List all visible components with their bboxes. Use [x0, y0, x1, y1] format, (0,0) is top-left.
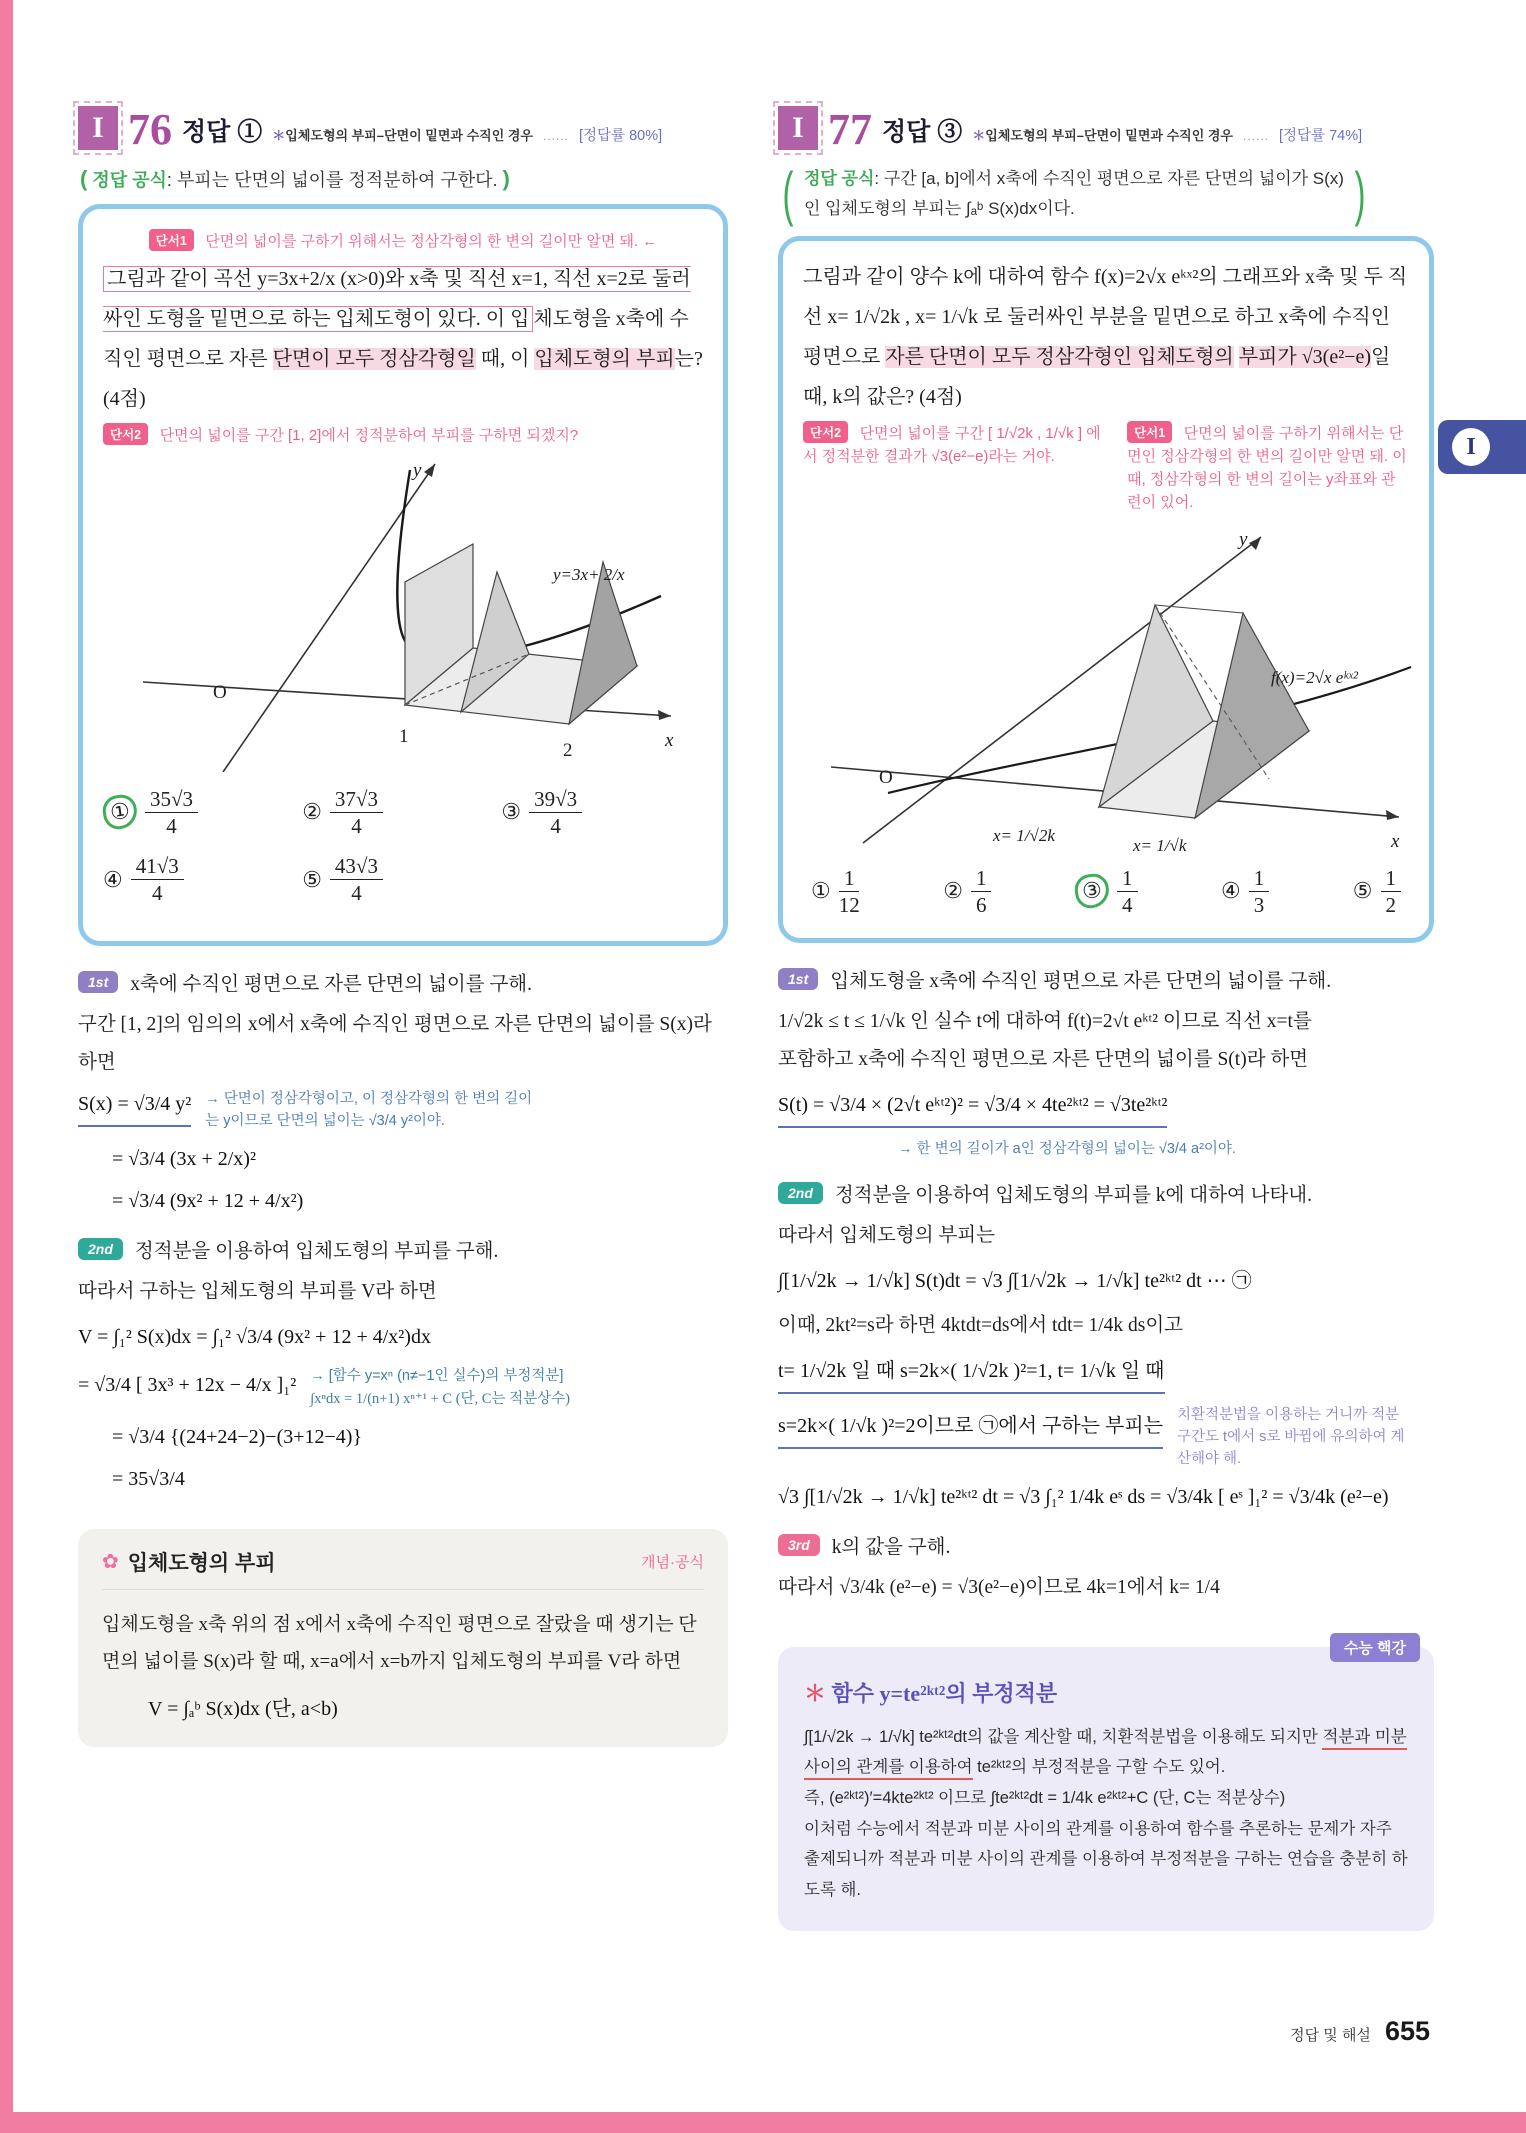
dots-leader: ......: [1243, 129, 1270, 143]
unit-badge-I: I: [78, 106, 118, 150]
problem-76-text: [103, 259, 703, 419]
equation-row: [78, 1082, 728, 1133]
equation-result: = 35√3/4: [112, 1467, 185, 1490]
solid-right-triangle: [569, 562, 637, 724]
footer-label: 정답 및 해설: [1290, 2027, 1371, 2044]
clue1-badge: 단서1: [149, 229, 194, 251]
body-underline-2: 사이의 관계를 이용하여: [804, 1758, 973, 1780]
page-edge-left-strip: [0, 0, 13, 2133]
fraction-denominator: 4: [550, 813, 561, 838]
concept-title: 입체도형의 부피: [127, 1551, 276, 1575]
formula-line-1: [804, 164, 1344, 194]
problem-highlight-1: 자른 단면이 모두 정삼각형인 입체도형의: [885, 345, 1234, 368]
clue2-badge: 단서2: [803, 421, 848, 443]
fraction-denominator: 3: [1253, 892, 1265, 917]
answer-rate: [정답률 74%]: [1279, 128, 1363, 144]
suneung-haekgang-section: [778, 1639, 1434, 1931]
fraction-denominator: 4: [351, 881, 362, 906]
line2-label: x= 1/√k: [1133, 835, 1187, 851]
solution-result: 따라서 √3/4k (e²−e) = √3(e²−e)이므로 4k=1에서 k= 1/4: [778, 1576, 1220, 1598]
curve-equation-label: y=3x+ 2/x: [553, 564, 625, 584]
problem-segment: 일 때, k의 값은? (4점): [803, 345, 1391, 408]
solution-paragraph: 포함하고 x축에 수직인 평면으로 자른 단면의 넓이를 S(t)라 하면: [778, 1049, 1309, 1071]
fraction-numerator: 1: [1117, 865, 1138, 892]
problem-76-column: [78, 106, 728, 1747]
solution-paragraph: 따라서 입체도형의 부피는: [778, 1224, 995, 1246]
page-number: 655: [1384, 2016, 1430, 2046]
problem-number: 77: [828, 105, 872, 155]
choice-label: ④: [1221, 878, 1241, 904]
formula-line-2: 인 입체도형의 부피는 ∫ₐᵇ S(x)dx이다.: [803, 198, 1075, 218]
star-icon: ＊: [804, 1680, 832, 1706]
fraction-numerator: 39√3: [529, 786, 582, 813]
clue2-text: 단면의 넓이를 구간 [ 1/√2k , 1/√k ] 에서 정적분한 결과가 √3(e²−e)라는 거야.: [803, 424, 1101, 465]
step3-title: k의 값을 구해.: [831, 1536, 951, 1558]
solution-step-1: [778, 965, 1434, 993]
choice-5: [1353, 865, 1401, 919]
tick-2-label: 2: [563, 739, 573, 761]
figure-76-solid-of-revolutionless-cross-sections: [105, 454, 701, 772]
y-axis-label: y: [1239, 528, 1248, 550]
close-paren: ): [502, 166, 510, 191]
clue-annotations-row: [803, 421, 1409, 515]
topic-label: [972, 125, 1233, 150]
clue2-line: [103, 423, 703, 447]
fraction-numerator: 1: [839, 865, 860, 892]
clue2-badge: 단서2: [103, 423, 148, 445]
choice-label: ③: [501, 799, 522, 825]
solution-77: [778, 965, 1434, 1607]
choice-value: [330, 853, 383, 907]
x-axis-label: x: [1391, 830, 1400, 851]
problem-77-text: [803, 257, 1409, 417]
choice-3: [1075, 865, 1138, 919]
page-edge-bottom-strip: [0, 2112, 1526, 2133]
problem-77-box: [778, 236, 1434, 944]
fraction-numerator: 1: [971, 865, 992, 892]
answer-label: 정답 ③: [882, 118, 963, 146]
problem-highlight-2: 부피가 √3(e²−e): [1238, 345, 1372, 368]
equation-expand-1: = √3/4 (3x + 2/x)²: [112, 1147, 256, 1170]
line1-label: x= 1/√2k: [993, 825, 1055, 845]
fraction-denominator: 4: [351, 813, 362, 838]
haekgang-body-3: 이처럼 수능에서 적분과 미분 사이의 관계를 이용하여 함수를 추론하는 문제가 자주 출제되니까 적분과 미분 사이의 관계를 이용하여 부정적분을 구하는 연습을 충분히 하도록 해.: [804, 1819, 1408, 1899]
suneung-haekgang-box: [778, 1639, 1434, 1931]
equation-text: S(x) = √3/4 y²: [78, 1088, 191, 1127]
choice-label: ①: [108, 798, 132, 826]
topic-text: 입체도형의 부피–단면이 밑면과 수직인 경우: [985, 128, 1233, 143]
step1-title: 입체도형을 x축에 수직인 평면으로 자른 단면의 넓이를 구해.: [830, 971, 1332, 992]
problem-segment: 는? (4점): [103, 348, 703, 411]
x-axis-arrow: [1386, 810, 1399, 820]
step1-badge: 1st: [78, 971, 118, 993]
concept-header: [102, 1547, 704, 1590]
equation-volume-integral: V = ∫₁² S(x)dx = ∫₁² √3/4 (9x² + 12 + 4/x²)dx: [78, 1325, 431, 1348]
choice-label: ⑤: [302, 866, 322, 892]
body-segment: te²ᵏᵗ²의 부정적분을 구할 수도 있어.: [972, 1758, 1226, 1777]
equation-antiderivative: = √3/4 [ 3x³ + 12x − 4/x ]₁²: [78, 1373, 297, 1396]
solution-76: [78, 968, 728, 1495]
equation-evaluate: = √3/4 {(24+24−2)−(3+12−4)}: [112, 1425, 363, 1448]
choice-label: ①: [811, 878, 831, 904]
equation-row: [778, 1404, 1434, 1471]
x-axis-arrow: [658, 710, 671, 720]
annotation-power-rule: [310, 1365, 570, 1411]
formula-text: 부피는 단면의 넓이를 정적분하여 구한다.: [176, 170, 498, 190]
equation-sx: [78, 1088, 191, 1127]
choice-value: [839, 865, 860, 919]
answer-choices-76: [103, 786, 703, 921]
open-bracket: (: [782, 159, 794, 227]
clue2-text: 단면의 넓이를 구간 [1, 2]에서 정적분하여 부피를 구하면 되겠지?: [159, 427, 579, 445]
clue1-badge: 단서1: [1127, 421, 1172, 443]
choice-value: [971, 865, 992, 919]
choice-2: [302, 786, 501, 840]
problem-segment: 때, 이: [475, 348, 535, 371]
step2-title: 정적분을 이용하여 입체도형의 부피를 구해.: [134, 1240, 499, 1262]
curve-equation-label: f(x)=2√x eᵏˣ²: [1271, 667, 1358, 687]
choice-4: [103, 853, 302, 907]
solid-right-triangle: [1195, 613, 1309, 818]
selected-answer-ring: [101, 793, 139, 831]
concept-tag: 개념·공식: [641, 1554, 704, 1572]
fraction-denominator: 2: [1385, 892, 1396, 917]
answer-rate: [정답률 80%]: [579, 128, 663, 144]
equation-row: [78, 1363, 728, 1411]
topic-text: 입체도형의 부피–단면이 밑면과 수직인 경우: [285, 128, 533, 143]
page-footer: [1290, 2016, 1430, 2047]
equation-expand-2: = √3/4 (9x² + 12 + 4/x²): [112, 1189, 304, 1212]
choice-value: [145, 786, 198, 840]
close-bracket: ): [1354, 159, 1366, 227]
choice-label: ②: [943, 878, 963, 904]
fraction-numerator: 35√3: [145, 786, 198, 813]
step1-title: x축에 수직인 평면으로 자른 단면의 넓이를 구해.: [130, 973, 533, 995]
solution-step-2: [778, 1179, 1434, 1207]
problem-segment: 체도형을 x축에 수직인 평면으로 자른: [103, 308, 689, 371]
choice-1: [103, 786, 302, 840]
choice-4: [1221, 865, 1269, 919]
choice-value: [1117, 865, 1138, 919]
fraction-numerator: 37√3: [330, 786, 383, 813]
star-icon: ＊: [272, 128, 286, 143]
annotation-triangle-area: → 한 변의 길이가 a인 정삼각형의 넓이는 √3/4 a²이야.: [898, 1141, 1236, 1158]
solution-step-2: [78, 1235, 728, 1263]
figure-77-solid-with-triangle-sections: [803, 521, 1423, 851]
formula-body: [804, 164, 1344, 224]
clue1-block: [1127, 421, 1409, 515]
fraction-denominator: 12: [838, 892, 860, 917]
equation-text: S(t) = √3/4 × (2√t eᵏᵗ²)² = √3/4 × 4te²ᵏᵗ² = √3te²ᵏᵗ²: [778, 1089, 1167, 1128]
step3-badge: 3rd: [778, 1534, 820, 1556]
y-axis-arrow: [1249, 537, 1261, 550]
y-axis-label: y: [413, 459, 422, 481]
haekgang-body-1: [804, 1722, 1408, 1783]
choice-label: ④: [103, 866, 123, 892]
fraction-denominator: 4: [1122, 892, 1133, 917]
body-segment: ∫[1/√2k → 1/√k] te²ᵏᵗ²dt의 값을 계산할 때, 치환적분법을 이용해도 되지만: [804, 1727, 1323, 1746]
clue1-line: [103, 229, 703, 253]
choice-label: ⑤: [1352, 878, 1373, 904]
choice-value: [330, 786, 383, 840]
fraction-denominator: 4: [152, 881, 163, 906]
concept-body: 입체도형을 x축 위의 점 x에서 x축에 수직인 평면으로 잘랐을 때 생기는 단면의 넓이를 S(x)라 할 때, x=a에서 x=b까지 입체도형의 부피를 V라 하면: [102, 1613, 697, 1672]
chapter-side-tab: [1438, 420, 1526, 474]
haekgang-badge: 수능 핵강: [1330, 1633, 1420, 1662]
choice-label: ②: [302, 799, 322, 825]
unit-badge-I: I: [778, 106, 818, 150]
solution-step-1: [78, 968, 728, 996]
formula-text-1: 구간 [a, b]에서 x축에 수직인 평면으로 자른 단면의 넓이가 S(x): [883, 169, 1344, 188]
annotation-triangle-area: → 단면이 정삼각형이고, 이 정삼각형의 한 변의 길이는 y이므로 단면의 넓이는 √3/4 y²이야.: [205, 1090, 533, 1129]
problem-77-header: [778, 105, 1434, 155]
topic-label: [272, 125, 533, 150]
problem-76-header: [78, 105, 728, 155]
choice-5: [302, 853, 501, 907]
answer-label: 정답 ①: [182, 118, 263, 146]
problem-77-column: [778, 106, 1434, 1931]
choice-value: [1249, 865, 1270, 919]
equation-st: [778, 1089, 1434, 1128]
choice-value: [131, 853, 184, 907]
formula-label: 정답 공식: [803, 169, 875, 188]
fraction-numerator: 41√3: [131, 853, 184, 880]
equation-evaluate: √3 ∫[1/√2k → 1/√k] te²ᵏᵗ² dt = √3 ∫₁² 1/4k eˢ ds = √3/4k [ eˢ ]₁² = √3/4k (e²−e): [778, 1485, 1389, 1508]
fraction-denominator: 4: [166, 813, 177, 838]
problem-segment: 그림과 같이 양수 k에 대하여 함수 f(x)=2√x eᵏˣ²의 그래프와 x축 및 두 직선 x= 1/√2k , x= 1/√k 로 둘러싸인 부분을 밑면으로 하고 x축에 수직인 평면으로: [803, 265, 1408, 368]
haekgang-title-text: 함수 y=te²ᵏᵗ²의 부정적분: [831, 1680, 1058, 1706]
choice-label: ③: [1080, 877, 1104, 905]
answer-formula-line: [80, 166, 728, 192]
choice-value: [1381, 865, 1402, 919]
body-underline-1: 적분과 미분: [1322, 1728, 1406, 1750]
solution-step-3: [778, 1531, 1434, 1559]
solution-paragraph: 따라서 구하는 입체도형의 부피를 V라 하면: [78, 1280, 437, 1302]
fraction-numerator: 1: [1249, 865, 1270, 892]
fraction-numerator: 43√3: [330, 853, 383, 880]
concept-box-volume: [78, 1529, 728, 1747]
step2-badge: 2nd: [78, 1238, 123, 1260]
annotation-line-2: ∫xⁿdx = 1/(n+1) xⁿ⁺¹ + C (단, C는 적분상수): [310, 1390, 570, 1407]
solution-paragraph: 구간 [1, 2]의 임의의 x에서 x축에 수직인 평면으로 자른 단면의 넓이를 S(x)라 하면: [78, 1013, 712, 1073]
problem-number: 76: [128, 105, 172, 155]
choice-value: [529, 786, 582, 840]
solution-paragraph: 1/√2k ≤ t ≤ 1/√k 인 실수 t에 대하여 f(t)=2√t eᵏᵗ² 이므로 직선 x=t를: [778, 1011, 1312, 1032]
equation-text: t= 1/√2k 일 때 s=2k×( 1/√2k )²=1, t= 1/√k 일 때: [778, 1355, 1165, 1394]
y-axis-arrow: [424, 464, 435, 477]
problem-highlight-1: 단면이 모두 정삼각형일: [272, 348, 476, 371]
fraction-denominator: 6: [975, 892, 987, 917]
step2-title: 정적분을 이용하여 입체도형의 부피를 k에 대하여 나타내.: [834, 1184, 1313, 1206]
equation-volume-integral: ∫[1/√2k → 1/√k] S(t)dt = √3 ∫[1/√2k → 1/√k] te²ᵏᵗ² dt ⋯ ㉠: [778, 1269, 1252, 1292]
solution-paragraph: 이때, 2kt²=s라 하면 4ktdt=ds에서 tdt= 1/4k ds이고: [778, 1314, 1184, 1336]
annotation-line-1: → [함수 y=xⁿ (n≠−1인 실수)의 부정적분]: [310, 1367, 564, 1384]
equation-text: s=2k×( 1/√k )²=2이므로 ㉠에서 구하는 부피는: [778, 1410, 1163, 1449]
formula-colon: :: [166, 170, 177, 190]
haekgang-title: [804, 1677, 1408, 1708]
selected-answer-ring: [1073, 872, 1111, 910]
dots-leader: ......: [543, 129, 570, 143]
star-icon: ＊: [972, 128, 986, 143]
x-axis-label: x: [665, 729, 674, 751]
answer-formula-block: [778, 159, 1434, 227]
problem-boxed-segment: 그림과 같이 곡선 y=3x+2/x (x>0)와 x축 및 직선 x=1, 직선 x=2로 둘러싸인 도형을 밑면으로 하는 입체도형이 있다. 이 입: [103, 268, 691, 331]
clue1-text: 단면의 넓이를 구하기 위해서는 단면인 정삼각형의 한 변의 길이만 알면 돼. 이때, 정삼각형의 한 변의 길이는 y좌표와 관련이 있어.: [1127, 424, 1407, 512]
equation-substitution-1: [778, 1355, 1434, 1394]
equation-substitution-2: [778, 1410, 1163, 1449]
fraction-numerator: 1: [1381, 865, 1402, 892]
answer-choices-77: [803, 865, 1409, 919]
clue1-text: 단면의 넓이를 구하기 위해서는 정삼각형의 한 변의 길이만 알면 돼. ←: [205, 233, 658, 250]
problem-76-box: [78, 204, 728, 946]
step1-badge: 1st: [778, 968, 818, 990]
formula-label: 정답 공식: [92, 170, 167, 190]
chapter-letter: I: [1452, 428, 1490, 466]
choice-1: [811, 865, 860, 919]
tick-1-label: 1: [399, 725, 409, 747]
problem-segment: [1234, 346, 1239, 368]
formula-colon: :: [874, 169, 884, 188]
haekgang-body-2: 즉, (e²ᵏᵗ²)′=4kte²ᵏᵗ² 이므로 ∫te²ᵏᵗ²dt = 1/4k e²ᵏᵗ²+C (단, C는 적분상수): [804, 1788, 1286, 1807]
choice-3: [501, 786, 700, 840]
origin-label: O: [213, 681, 227, 703]
step2-badge: 2nd: [778, 1182, 823, 1204]
annotation-substitution-bounds: 치환적분법을 이용하는 거니까 적분구간도 t에서 s로 바뀜에 유의하여 계산해야 해.: [1177, 1406, 1405, 1468]
concept-formula: V = ∫ₐᵇ S(x)dx (단, a<b): [148, 1698, 338, 1721]
choice-2: [943, 865, 991, 919]
open-paren: (: [80, 166, 88, 191]
origin-label: O: [879, 766, 893, 788]
problem-highlight-2: 입체도형의 부피: [534, 348, 675, 371]
flower-icon: ✿: [102, 1551, 119, 1574]
clue2-block: [803, 421, 1113, 469]
